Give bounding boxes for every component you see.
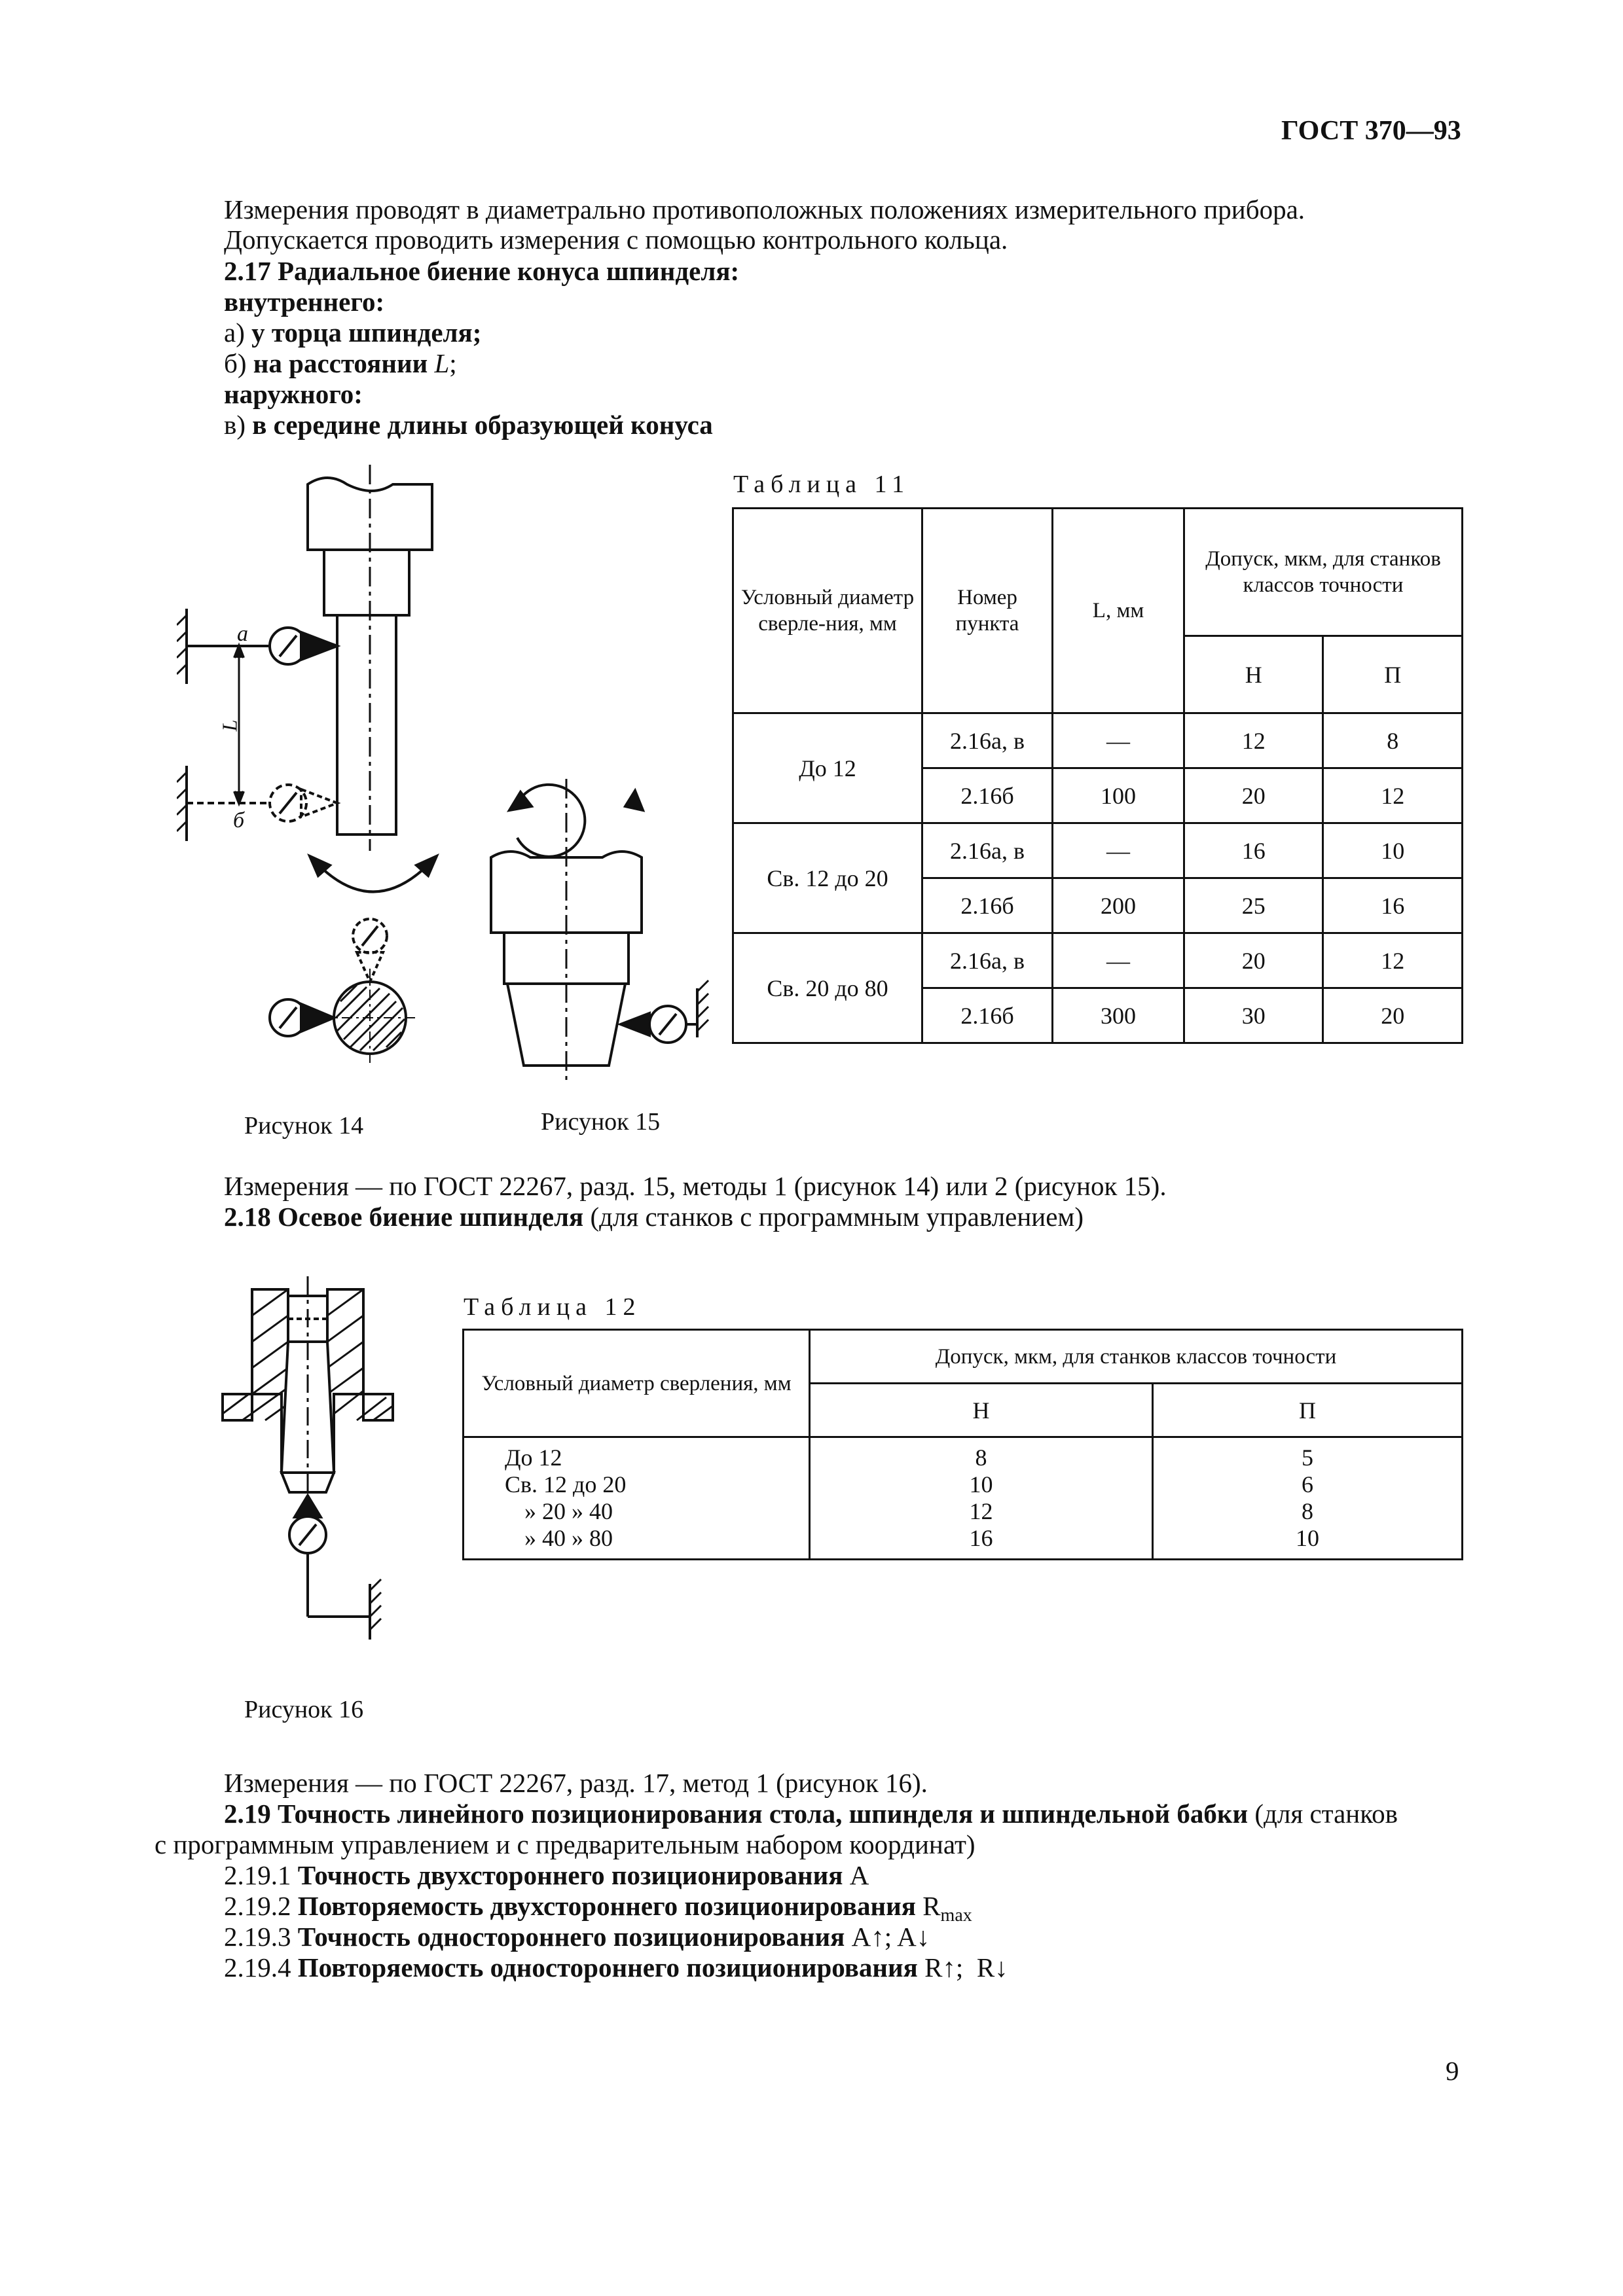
t11-group-label: Св. 12 до 20: [733, 823, 922, 933]
subsection-symbol: R: [922, 1891, 941, 1921]
subsection-text: Точность двухстороннего позиционирования: [297, 1860, 843, 1890]
t11-cell: 2.16а, в: [922, 933, 1053, 988]
t11-cell: 20: [1184, 933, 1323, 988]
table-12-title: Таблица 12: [464, 1293, 642, 1321]
t11-cell: 2.16б: [922, 878, 1053, 933]
t12-cell: » 40 » 80: [524, 1525, 613, 1551]
table-12: [462, 1329, 1463, 1560]
t12-cell: 8: [1302, 1498, 1313, 1524]
t12-header-P: П: [1153, 1384, 1463, 1437]
section-title: Радиальное биение конуса шпинделя:: [278, 256, 740, 286]
subsection-text: Точность одностороннего позиционирования: [297, 1922, 845, 1952]
t11-cell: 2.16б: [922, 768, 1053, 823]
t11-group-label: До 12: [733, 713, 922, 823]
t11-cell: 10: [1323, 823, 1463, 878]
subsection-symbol: A↑; A↓: [851, 1922, 930, 1952]
t11-cell: 30: [1184, 988, 1323, 1043]
section-2-19-heading: [224, 1798, 1398, 1829]
t12-header-tolerance: Допуск, мкм, для станков классов точности: [810, 1330, 1463, 1384]
item-v-text: в середине длины образующей конуса: [252, 410, 713, 440]
subsection-symbol-subscript: max: [940, 1905, 972, 1926]
subsection-2-19-3: [224, 1921, 930, 1952]
item-v-prefix: в): [224, 410, 246, 440]
label-b: б: [233, 808, 245, 833]
figure-15-drawing: [471, 772, 720, 1086]
t12-P-column: [1153, 1437, 1463, 1560]
t12-cell: Св. 12 до 20: [505, 1471, 627, 1498]
label-L: L: [217, 719, 242, 732]
t12-cell: » 20 » 40: [524, 1498, 613, 1524]
figure-14-caption: Рисунок 14: [244, 1112, 364, 1139]
subsection-text: Повторяемость двухстороннего позиционирования: [297, 1891, 916, 1921]
item-b-text: на расстоянии: [253, 348, 428, 378]
subsection-number: 2.19.1: [224, 1860, 291, 1890]
measurement-note-2: Измерения — по ГОСТ 22267, разд. 17, метод 1 (рисунок 16).: [224, 1768, 928, 1798]
page-number: 9: [1446, 2056, 1459, 2086]
t11-cell: 200: [1053, 878, 1184, 933]
t12-cell: До 12: [505, 1444, 562, 1471]
t11-cell: 20: [1323, 988, 1463, 1043]
subsection-number: 2.19.2: [224, 1891, 291, 1921]
section-number: 2.17: [224, 256, 271, 286]
section-2-19-continuation: с программным управлением и с предварительным набором координат): [155, 1829, 976, 1859]
t12-header-diameter: Условный диаметр сверления, мм: [464, 1330, 810, 1437]
figure-15-caption: Рисунок 15: [541, 1108, 661, 1136]
measurement-note-1: Измерения — по ГОСТ 22267, разд. 15, методы 1 (рисунок 14) или 2 (рисунок 15).: [224, 1171, 1167, 1201]
subsection-2-19-4: [224, 1952, 1008, 1983]
intro-line-2: Допускается проводить измерения с помощью контрольного кольца.: [224, 224, 1008, 255]
figure-16-drawing: [216, 1276, 412, 1669]
subsection-symbol: R↑; R↓: [924, 1952, 1008, 1982]
t11-cell: —: [1053, 933, 1184, 988]
t12-diameter-column: [464, 1437, 810, 1560]
section-number: 2.18: [224, 1202, 271, 1232]
t11-cell: —: [1053, 713, 1184, 768]
t11-cell: 16: [1323, 878, 1463, 933]
t11-cell: 16: [1184, 823, 1323, 878]
t12-cell: 5: [1302, 1444, 1313, 1471]
t11-cell: 20: [1184, 768, 1323, 823]
intro-line-1: Измерения проводят в диаметрально противоположных положениях измерительного прибора.: [224, 194, 1305, 224]
t11-cell: 2.16б: [922, 988, 1053, 1043]
t11-cell: 8: [1323, 713, 1463, 768]
t11-cell: 12: [1184, 713, 1323, 768]
item-a-prefix: а): [224, 317, 245, 348]
t11-header-tolerance: Допуск, мкм, для станков классов точности: [1184, 509, 1463, 636]
item-v: [224, 409, 713, 440]
t11-header-diameter: Условный диаметр сверле-ния, мм: [733, 509, 922, 713]
t11-cell: 12: [1323, 933, 1463, 988]
subsection-number: 2.19.4: [224, 1952, 291, 1982]
label-a: а: [237, 622, 248, 646]
t11-cell: 12: [1323, 768, 1463, 823]
inner-label: внутреннего:: [224, 287, 385, 317]
t11-header-P: П: [1323, 636, 1463, 713]
t11-cell: 100: [1053, 768, 1184, 823]
figure-14-drawing: [177, 458, 465, 1086]
t12-H-column: [810, 1437, 1153, 1560]
t11-header-item: Номер пункта: [922, 509, 1053, 713]
item-b-var: L: [434, 348, 450, 378]
t11-header-L: L, мм: [1053, 509, 1184, 713]
item-a: [224, 317, 481, 348]
item-b-end: ;: [449, 348, 457, 378]
section-note: (для станков: [1254, 1799, 1398, 1829]
t11-cell: 2.16а, в: [922, 713, 1053, 768]
t11-cell: 2.16а, в: [922, 823, 1053, 878]
t12-cell: 10: [969, 1471, 993, 1498]
t12-cell: 8: [975, 1444, 987, 1471]
t12-cell: 10: [1296, 1525, 1319, 1551]
item-b-prefix: б): [224, 348, 247, 378]
t12-cell: 6: [1302, 1471, 1313, 1498]
item-b: [224, 348, 457, 379]
t12-cell: 16: [969, 1525, 993, 1551]
section-2-18-heading: [224, 1201, 1084, 1232]
subsection-2-19-1: [224, 1859, 869, 1891]
section-title: Точность линейного позиционирования стола, шпинделя и шпиндельной бабки: [278, 1799, 1249, 1829]
section-note: (для станков с программным управлением): [590, 1202, 1084, 1232]
subsection-symbol: A: [849, 1860, 869, 1890]
t12-cell: 12: [969, 1498, 993, 1524]
section-number: 2.19: [224, 1799, 271, 1829]
table-11: [732, 507, 1463, 1044]
figure-16-caption: Рисунок 16: [244, 1696, 364, 1723]
outer-label: наружного:: [224, 379, 363, 409]
document-id: ГОСТ 370—93: [1281, 116, 1461, 146]
subsection-text: Повторяемость одностороннего позиционирования: [297, 1952, 918, 1982]
t11-cell: —: [1053, 823, 1184, 878]
item-a-text: у торца шпинделя;: [251, 317, 482, 348]
t11-header-H: Н: [1184, 636, 1323, 713]
section-title: Осевое биение шпинделя: [278, 1202, 584, 1232]
section-2-17-heading: [224, 255, 739, 287]
t11-cell: 300: [1053, 988, 1184, 1043]
t12-header-H: Н: [810, 1384, 1153, 1437]
t11-group-label: Св. 20 до 80: [733, 933, 922, 1043]
table-11-title: Таблица 11: [733, 471, 911, 498]
t11-cell: 25: [1184, 878, 1323, 933]
subsection-number: 2.19.3: [224, 1922, 291, 1952]
